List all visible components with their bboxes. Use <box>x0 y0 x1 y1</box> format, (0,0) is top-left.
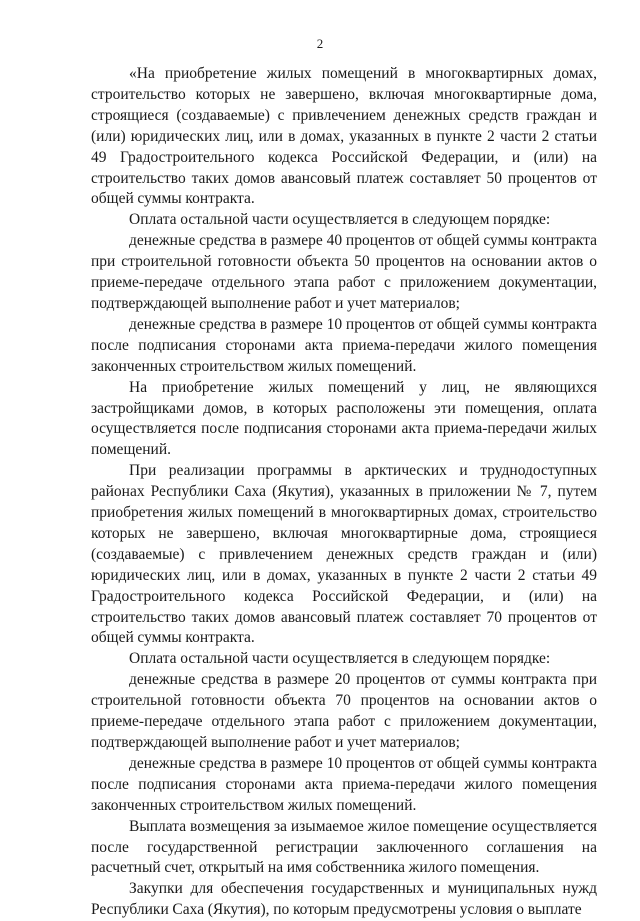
paragraph-payment-20-percent: денежные средства в размере 20 процентов от суммы контракта при строительной готовности объекта 70 процентов на основании актов о приеме-передаче отдельного этапа работ с приложением документации, подтверждающей выполнение работ и учет материалов; <box>91 671 597 751</box>
paragraph-non-developer-purchase: На приобретение жилых помещений у лиц, не являющихся застройщиками домов, в которых расположены эти помещения, оплата осуществляется после подписания сторонами акта приема-передачи жилых помещений. <box>91 378 597 459</box>
paragraph-payment-10-percent-2: денежные средства в размере 10 процентов от общей суммы контракта после подписания сторонами акта приема-передачи жилого помещения законченных строительством жилых помещений. <box>91 754 597 814</box>
paragraph-remaining-payment-order-2: Оплата остальной части осуществляется в следующем порядке: <box>129 650 551 668</box>
paragraph-remaining-payment-order: Оплата остальной части осуществляется в следующем порядке: <box>129 211 551 229</box>
paragraph-procurement: Закупки для обеспечения государственных и муниципальных нужд Республики Саха (Якутия), по которым предусмотрены условия о выплате <box>91 880 597 919</box>
paragraph-advance-payment-50: «На приобретение жилых помещений в многоквартирных домах, строительство которых не завершено, включая многоквартирные дома, строящиеся (создаваемые) с привлечением денежных средств граждан и (или) юридических лиц, или в домах, указанных в пункте 2 части 2 статьи 49 Градостроительного кодекса Российской Федерации, и (или) на строительство таких домов авансовый платеж составляет 50 процентов от общей суммы контракта. <box>91 65 597 208</box>
paragraph-arctic-regions-advance-70: При реализации программы в арктических и труднодоступных районах Республики Саха (Якутия), указанных в приложении № 7, путем приобретения жилых помещений в многоквартирных домах, строительство которых не завершено, включая многоквартирные дома, строящиеся (создаваемые) с привлечением денежных средств граждан и (или) юридических лиц, или в домах, указанных в пункте 2 части 2 статьи 49 Градостроительного кодекса Российской Федерации, и (или) на строительство таких домов авансовый платеж составляет 70 процентов от общей суммы контракта. <box>91 462 597 647</box>
document-body <box>91 64 597 921</box>
paragraph-compensation-payment: Выплата возмещения за изымаемое жилое помещение осуществляется после государственной регистрации заключенного соглашения на расчетный счет, открытый на имя собственника жилого помещения. <box>91 817 597 877</box>
paragraph-payment-40-percent: денежные средства в размере 40 процентов от общей суммы контракта при строительной готовности объекта 50 процентов на основании актов о приеме-передаче отдельного этапа работ с приложением документации, подтверждающей выполнение работ и учет материалов; <box>91 232 597 312</box>
page-number: 2 <box>316 36 324 51</box>
paragraph-payment-10-percent: денежные средства в размере 10 процентов от общей суммы контракта после подписания сторонами акта приема-передачи жилого помещения законченных строительством жилых помещений. <box>91 315 597 375</box>
